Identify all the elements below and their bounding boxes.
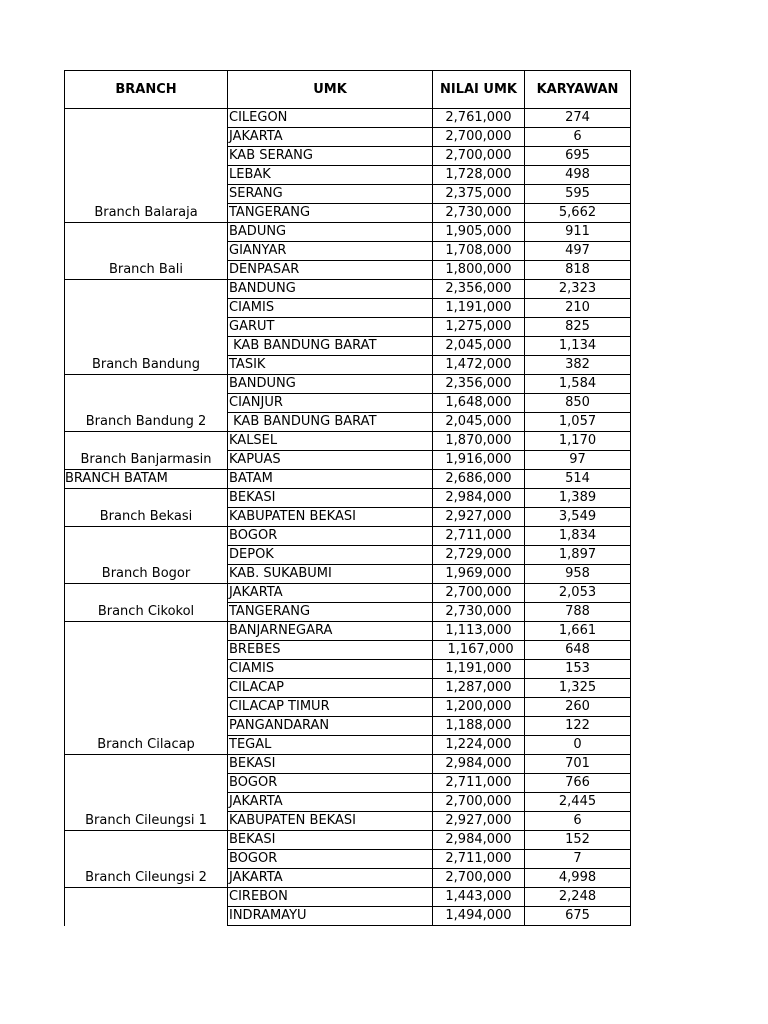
umk-cell: TEGAL — [228, 736, 433, 755]
table-row — [65, 223, 631, 242]
nilai-umk-cell: 1,648,000 — [433, 394, 525, 413]
nilai-umk-cell: 2,700,000 — [433, 147, 525, 166]
umk-cell: TASIK — [228, 356, 433, 375]
karyawan-cell: 701 — [525, 755, 631, 774]
karyawan-cell: 788 — [525, 603, 631, 622]
nilai-umk-cell: 2,711,000 — [433, 527, 525, 546]
branch-cell: Branch Bogor — [65, 527, 228, 584]
karyawan-cell: 6 — [525, 812, 631, 831]
header-row — [65, 71, 631, 109]
nilai-umk-cell: 2,730,000 — [433, 603, 525, 622]
karyawan-cell: 122 — [525, 717, 631, 736]
nilai-umk-cell: 2,730,000 — [433, 204, 525, 223]
spreadsheet-page — [64, 70, 630, 926]
nilai-umk-cell: 2,984,000 — [433, 489, 525, 508]
karyawan-cell: 0 — [525, 736, 631, 755]
header-karyawan: KARYAWAN — [525, 71, 631, 109]
table-row — [65, 280, 631, 299]
umk-cell: BOGOR — [228, 527, 433, 546]
umk-cell: CILACAP — [228, 679, 433, 698]
nilai-umk-cell: 2,700,000 — [433, 793, 525, 812]
branch-cell: Branch Bekasi — [65, 489, 228, 527]
karyawan-cell: 595 — [525, 185, 631, 204]
umk-cell: KALSEL — [228, 432, 433, 451]
umk-cell: BREBES — [228, 641, 433, 660]
karyawan-cell: 1,661 — [525, 622, 631, 641]
nilai-umk-cell: 1,191,000 — [433, 299, 525, 318]
umk-cell: SERANG — [228, 185, 433, 204]
nilai-umk-cell: 2,700,000 — [433, 869, 525, 888]
umk-cell: DENPASAR — [228, 261, 433, 280]
branch-cell: Branch Banjarmasin — [65, 432, 228, 470]
umk-cell: LEBAK — [228, 166, 433, 185]
nilai-umk-cell: 1,916,000 — [433, 451, 525, 470]
karyawan-cell: 825 — [525, 318, 631, 337]
nilai-umk-cell: 2,700,000 — [433, 584, 525, 603]
karyawan-cell: 675 — [525, 907, 631, 926]
nilai-umk-cell: 2,761,000 — [433, 109, 525, 128]
nilai-umk-cell: 1,969,000 — [433, 565, 525, 584]
nilai-umk-cell: 2,711,000 — [433, 774, 525, 793]
umk-cell: TANGERANG — [228, 603, 433, 622]
nilai-umk-cell: 1,870,000 — [433, 432, 525, 451]
branch-cell: Branch Cilacap — [65, 622, 228, 755]
table-row — [65, 375, 631, 394]
umk-cell: GARUT — [228, 318, 433, 337]
umk-cell: BADUNG — [228, 223, 433, 242]
umk-cell: BANJARNEGARA — [228, 622, 433, 641]
karyawan-cell: 648 — [525, 641, 631, 660]
branch-cell: Branch Bandung 2 — [65, 375, 228, 432]
karyawan-cell: 1,170 — [525, 432, 631, 451]
nilai-umk-cell: 2,356,000 — [433, 375, 525, 394]
umk-cell: KAB BANDUNG BARAT — [228, 337, 433, 356]
karyawan-cell: 6 — [525, 128, 631, 147]
table-row — [65, 755, 631, 774]
karyawan-cell: 1,325 — [525, 679, 631, 698]
karyawan-cell: 818 — [525, 261, 631, 280]
header-umk: UMK — [228, 71, 433, 109]
karyawan-cell: 97 — [525, 451, 631, 470]
umk-cell: DEPOK — [228, 546, 433, 565]
branch-cell: Branch Cileungsi 1 — [65, 755, 228, 831]
branch-cell: BRANCH BATAM — [65, 470, 228, 489]
nilai-umk-cell: 1,113,000 — [433, 622, 525, 641]
karyawan-cell: 514 — [525, 470, 631, 489]
nilai-umk-cell: 2,045,000 — [433, 337, 525, 356]
table-row — [65, 470, 631, 489]
table-row — [65, 584, 631, 603]
umk-cell: JAKARTA — [228, 793, 433, 812]
umk-cell: KABUPATEN BEKASI — [228, 508, 433, 527]
nilai-umk-cell: 2,356,000 — [433, 280, 525, 299]
branch-cell: Branch Balaraja — [65, 109, 228, 223]
umk-cell: BANDUNG — [228, 375, 433, 394]
karyawan-cell: 210 — [525, 299, 631, 318]
nilai-umk-cell: 2,927,000 — [433, 508, 525, 527]
branch-cell: Branch Bali — [65, 223, 228, 280]
table-row — [65, 888, 631, 907]
nilai-umk-cell: 2,045,000 — [433, 413, 525, 432]
karyawan-cell: 4,998 — [525, 869, 631, 888]
karyawan-cell: 1,584 — [525, 375, 631, 394]
nilai-umk-cell: 2,984,000 — [433, 755, 525, 774]
karyawan-cell: 2,053 — [525, 584, 631, 603]
umk-cell: KAB BANDUNG BARAT — [228, 413, 433, 432]
nilai-umk-cell: 1,472,000 — [433, 356, 525, 375]
header-nilai-umk: NILAI UMK — [433, 71, 525, 109]
branch-cell: Branch Cileungsi 2 — [65, 831, 228, 888]
nilai-umk-cell: 2,375,000 — [433, 185, 525, 204]
nilai-umk-cell: 2,729,000 — [433, 546, 525, 565]
branch-cell: Branch Bandung — [65, 280, 228, 375]
nilai-umk-cell: 1,275,000 — [433, 318, 525, 337]
nilai-umk-cell: 1,494,000 — [433, 907, 525, 926]
karyawan-cell: 382 — [525, 356, 631, 375]
nilai-umk-cell: 2,700,000 — [433, 128, 525, 147]
umk-cell: CIAMIS — [228, 299, 433, 318]
table-row — [65, 432, 631, 451]
karyawan-cell: 260 — [525, 698, 631, 717]
karyawan-cell: 152 — [525, 831, 631, 850]
umk-cell: JAKARTA — [228, 869, 433, 888]
karyawan-cell: 7 — [525, 850, 631, 869]
nilai-umk-cell: 1,443,000 — [433, 888, 525, 907]
table-row — [65, 527, 631, 546]
nilai-umk-cell: 2,686,000 — [433, 470, 525, 489]
umk-table — [64, 70, 631, 926]
umk-cell: CILACAP TIMUR — [228, 698, 433, 717]
umk-cell: BOGOR — [228, 850, 433, 869]
nilai-umk-cell: 1,708,000 — [433, 242, 525, 261]
karyawan-cell: 1,057 — [525, 413, 631, 432]
nilai-umk-cell: 1,167,000 — [433, 641, 525, 660]
karyawan-cell: 2,323 — [525, 280, 631, 299]
umk-cell: BANDUNG — [228, 280, 433, 299]
umk-cell: KABUPATEN BEKASI — [228, 812, 433, 831]
nilai-umk-cell: 1,287,000 — [433, 679, 525, 698]
karyawan-cell: 850 — [525, 394, 631, 413]
karyawan-cell: 766 — [525, 774, 631, 793]
karyawan-cell: 1,389 — [525, 489, 631, 508]
karyawan-cell: 1,834 — [525, 527, 631, 546]
umk-cell: CIREBON — [228, 888, 433, 907]
umk-cell: PANGANDARAN — [228, 717, 433, 736]
karyawan-cell: 3,549 — [525, 508, 631, 527]
umk-cell: BEKASI — [228, 489, 433, 508]
karyawan-cell: 911 — [525, 223, 631, 242]
karyawan-cell: 498 — [525, 166, 631, 185]
umk-cell: KAPUAS — [228, 451, 433, 470]
table-row — [65, 109, 631, 128]
karyawan-cell: 497 — [525, 242, 631, 261]
header-branch: BRANCH — [65, 71, 228, 109]
nilai-umk-cell: 1,188,000 — [433, 717, 525, 736]
umk-cell: KAB SERANG — [228, 147, 433, 166]
karyawan-cell: 695 — [525, 147, 631, 166]
umk-cell: GIANYAR — [228, 242, 433, 261]
karyawan-cell: 5,662 — [525, 204, 631, 223]
karyawan-cell: 2,445 — [525, 793, 631, 812]
umk-cell: CILEGON — [228, 109, 433, 128]
nilai-umk-cell: 1,200,000 — [433, 698, 525, 717]
nilai-umk-cell: 2,927,000 — [433, 812, 525, 831]
umk-cell: CIANJUR — [228, 394, 433, 413]
umk-cell: CIAMIS — [228, 660, 433, 679]
umk-cell: BEKASI — [228, 755, 433, 774]
umk-cell: BEKASI — [228, 831, 433, 850]
umk-cell: KAB. SUKABUMI — [228, 565, 433, 584]
branch-cell: Branch Cikokol — [65, 584, 228, 622]
karyawan-cell: 274 — [525, 109, 631, 128]
nilai-umk-cell: 1,191,000 — [433, 660, 525, 679]
nilai-umk-cell: 1,728,000 — [433, 166, 525, 185]
nilai-umk-cell: 2,711,000 — [433, 850, 525, 869]
karyawan-cell: 153 — [525, 660, 631, 679]
karyawan-cell: 1,134 — [525, 337, 631, 356]
karyawan-cell: 2,248 — [525, 888, 631, 907]
table-row — [65, 622, 631, 641]
karyawan-cell: 958 — [525, 565, 631, 584]
karyawan-cell: 1,897 — [525, 546, 631, 565]
umk-cell: INDRAMAYU — [228, 907, 433, 926]
nilai-umk-cell: 1,224,000 — [433, 736, 525, 755]
nilai-umk-cell: 1,800,000 — [433, 261, 525, 280]
umk-cell: BATAM — [228, 470, 433, 489]
umk-cell: TANGERANG — [228, 204, 433, 223]
table-row — [65, 489, 631, 508]
nilai-umk-cell: 1,905,000 — [433, 223, 525, 242]
umk-cell: JAKARTA — [228, 128, 433, 147]
umk-cell: BOGOR — [228, 774, 433, 793]
umk-cell: JAKARTA — [228, 584, 433, 603]
branch-cell — [65, 888, 228, 926]
nilai-umk-cell: 2,984,000 — [433, 831, 525, 850]
table-body — [65, 109, 631, 926]
table-row — [65, 831, 631, 850]
